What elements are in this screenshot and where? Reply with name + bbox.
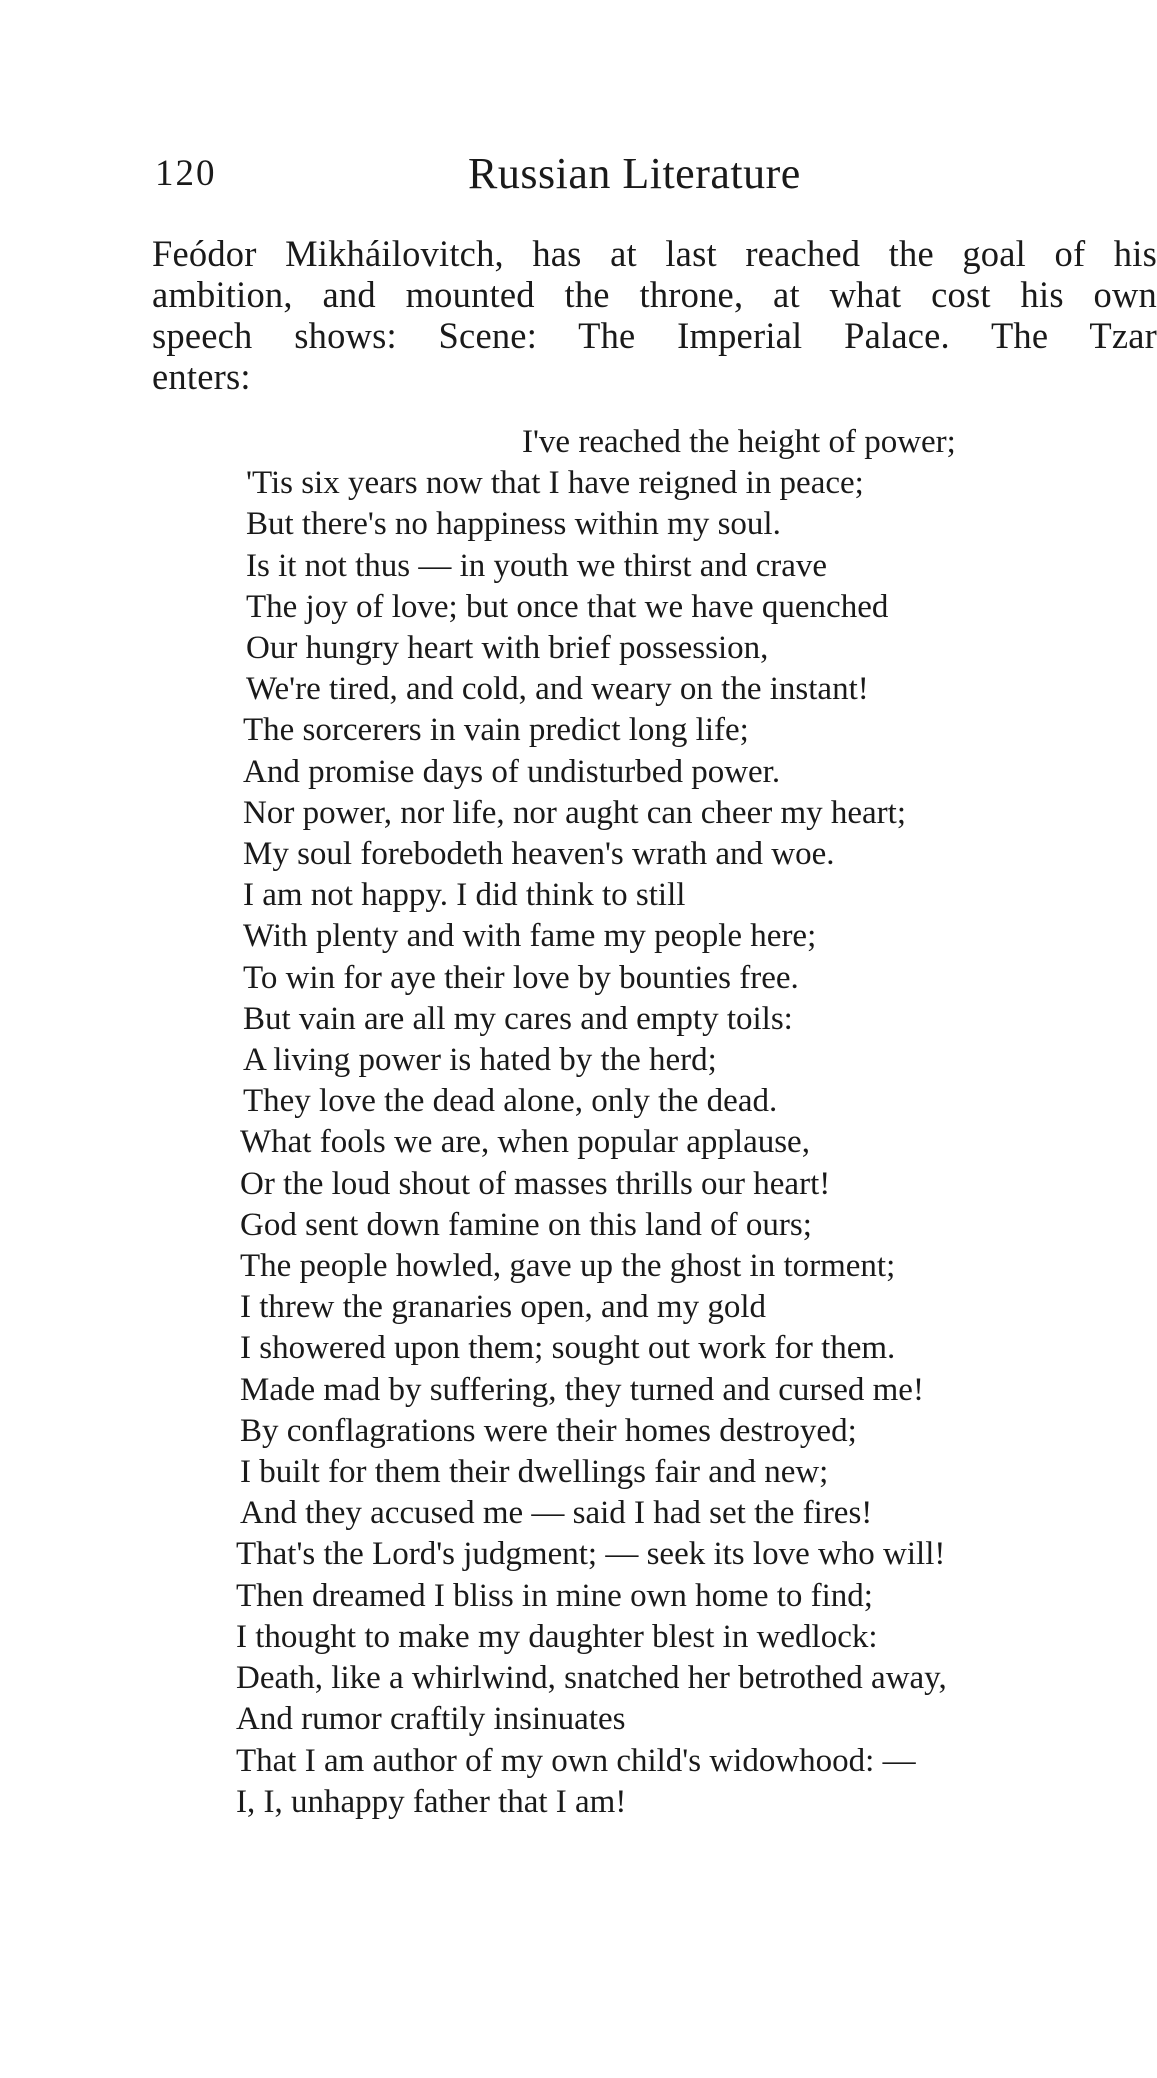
verse-line: Nor power, nor life, nor aught can cheer my heart;	[243, 794, 906, 831]
verse-line: God sent down famine on this land of ours;	[240, 1206, 812, 1243]
verse-block	[0, 422, 956, 1823]
intro-line: speech shows: Scene: The Imperial Palace. The Tzar	[152, 315, 1157, 356]
verse-line: The sorcerers in vain predict long life;	[243, 712, 749, 749]
running-title: Russian Literature	[468, 149, 801, 198]
verse-line: We're tired, and cold, and weary on the instant!	[246, 671, 869, 708]
verse-line: But vain are all my cares and empty toils:	[243, 1000, 793, 1037]
verse-line: Death, like a whirlwind, snatched her betrothed away,	[236, 1660, 947, 1697]
verse-line: A living power is hated by the herd;	[243, 1042, 717, 1079]
verse-line: Then dreamed I bliss in mine own home to find;	[236, 1577, 873, 1614]
verse-line: And promise days of undisturbed power.	[243, 753, 781, 790]
verse-line: I threw the granaries open, and my gold	[240, 1289, 767, 1326]
verse-line: I thought to make my daughter blest in wedlock:	[236, 1618, 878, 1655]
intro-line: ambition, and mounted the throne, at what cost his own	[152, 274, 1157, 315]
verse-line: Is it not thus — in youth we thirst and crave	[246, 547, 828, 584]
verse-line: And they accused me — said I had set the fires!	[240, 1495, 873, 1532]
verse-line: To win for aye their love by bounties free.	[243, 959, 799, 996]
verse-line: I've reached the height of power;	[522, 424, 956, 460]
intro-line: enters:	[152, 356, 251, 397]
page-number: 120	[155, 153, 217, 194]
verse-line: And rumor craftily insinuates	[236, 1701, 626, 1738]
verse-line: I built for them their dwellings fair and new;	[240, 1454, 829, 1491]
verse-line: With plenty and with fame my people here;	[243, 918, 817, 955]
verse-line: What fools we are, when popular applause,	[240, 1124, 810, 1161]
verse-line: I am not happy. I did think to still	[243, 877, 686, 914]
verse-line: That's the Lord's judgment; — seek its love who will!	[236, 1536, 946, 1573]
verse-line: My soul forebodeth heaven's wrath and woe.	[243, 836, 835, 873]
verse-line: I showered upon them; sought out work for them.	[240, 1330, 896, 1367]
verse-line: The joy of love; but once that we have quenched	[246, 588, 889, 625]
verse-line: 'Tis six years now that I have reigned in peace;	[246, 465, 864, 502]
verse-line: I, I, unhappy father that I am!	[236, 1783, 627, 1820]
verse-line: The people howled, gave up the ghost in torment;	[240, 1248, 896, 1285]
verse-line: They love the dead alone, only the dead.	[243, 1083, 778, 1120]
verse-line: That I am author of my own child's widowhood: —	[236, 1742, 916, 1779]
verse-line: Made mad by suffering, they turned and cursed me!	[240, 1371, 924, 1408]
verse-line: Or the loud shout of masses thrills our heart!	[240, 1165, 831, 1202]
intro-line: Feódor Mikháilovitch, has at last reached the goal of his	[152, 233, 1157, 274]
verse-line: But there's no happiness within my soul.	[246, 506, 781, 543]
verse-line: By conflagrations were their homes destroyed;	[240, 1412, 857, 1449]
verse-line: Our hungry heart with brief possession,	[246, 630, 769, 667]
intro-paragraph	[152, 233, 1157, 397]
